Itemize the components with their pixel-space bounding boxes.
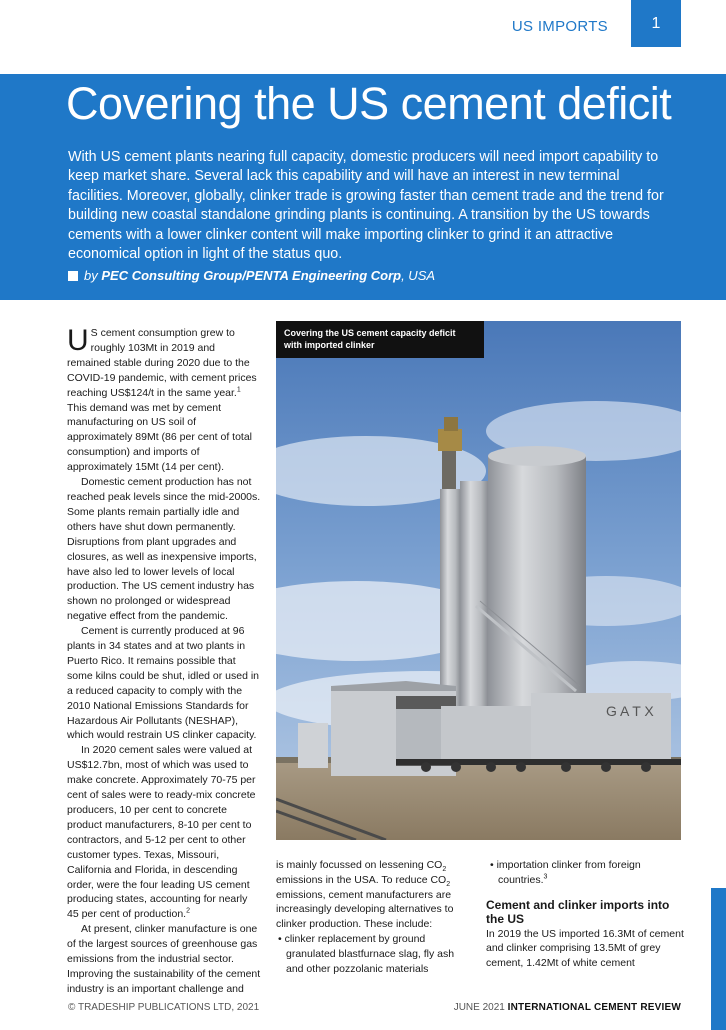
title-banner xyxy=(0,74,726,300)
paragraph-1-text: S cement consumption grew to roughly 103Mt in 2019 and remained stable during 2020 due to the COVID-19 pandemic, with cement prices reaching US$124/t in the same year. xyxy=(67,327,257,399)
paragraph-4 xyxy=(67,743,261,922)
column-2-paragraph xyxy=(276,858,461,932)
col2-sub-2: 2 xyxy=(446,880,451,888)
article-standfirst: With US cement plants nearing full capacity, domestic producers will need import capability to keep market share. Several lack this capability and will have an interest in new terminal facilities. Moreover, globally, clinker trade is growing faster than cement trade and the trend for building new coastal standalone grinding plants is continuing. A transition by the US towards cements with a lower clinker content will make importing clinker to grind it an attractive economical option in light of the status quo. xyxy=(68,149,664,263)
paragraph-5: At present, clinker manufacture is one of the largest sources of greenhouse gas emissions from the industrial sector. Improving the sustainability of the cement industry is an important challenge and xyxy=(67,923,261,995)
paragraph-2: Domestic cement production has not reached peak levels since the mid-2000s. Some plants remain partially idle and others have shut down permanently. Disruptions from plant upgrades and closures, as well as inexpensive imports, have also led to lower levels of local production. The US cement industry has shown no prolonged or widespread negative effect from the pandemic. xyxy=(67,476,261,623)
bullet-item-2-text: • importation clinker from foreign countries. xyxy=(490,859,641,886)
edge-accent-bar xyxy=(711,888,726,1030)
footnote-ref-3: 3 xyxy=(543,873,548,881)
cement-silo-photo xyxy=(276,321,681,840)
footer-journal: INTERNATIONAL CEMENT REVIEW xyxy=(507,1002,681,1013)
bullet-item-1: • clinker replacement by ground granulated blastfurnace slag, fly ash and other pozzolanic materials xyxy=(278,932,455,975)
column-3-paragraph: In 2019 the US imported 16.3Mt of cement and clinker comprising 13.5Mt of grey cement, 1.42Mt of white cement xyxy=(486,927,684,970)
footnote-ref-1: 1 xyxy=(236,386,241,394)
byline-country: , USA xyxy=(401,268,436,283)
col2-sub-1: 2 xyxy=(442,866,447,874)
railcar-marking: G A T X xyxy=(606,703,654,719)
article-title: Covering the US cement deficit xyxy=(66,78,672,129)
paragraph-4-text: In 2020 cement sales were valued at US$12.7bn, most of which was used to make concrete. Approximately 70-75 per cent of sales were to ready-mix concrete producers, 10 per cent to concrete product manufacturers, 8-10 per cent to contractors, and 5-12 per cent to other customer types. Texas, Missouri, California and Florida, in descending order, were the four leading US cement producing states, accounting for nearly 45 per cent of production. xyxy=(67,744,256,921)
subheading: Cement and clinker imports into the US xyxy=(486,897,670,927)
col2-text-2: emissions in the USA. To reduce CO xyxy=(276,873,447,886)
byline xyxy=(68,268,435,283)
col2-text-1: is mainly focussed on lessening CO xyxy=(276,859,443,871)
column-2 xyxy=(276,858,461,976)
bullet-square-icon xyxy=(68,271,78,281)
byline-org: PEC Consulting Group/PENTA Engineering Corp xyxy=(101,268,402,283)
footer-issue-date: JUNE 2021 xyxy=(453,1002,505,1013)
footer-copyright: © TRADESHIP PUBLICATIONS LTD, 2021 xyxy=(68,1002,260,1013)
bullet-item-2 xyxy=(486,858,686,888)
column-1 xyxy=(67,326,261,997)
drop-cap: U xyxy=(67,324,89,357)
paragraph-1 xyxy=(67,326,261,475)
byline-by: by xyxy=(84,268,98,283)
paragraph-1-end: This demand was met by cement manufacturing on US soil of approximately 89Mt (86 per cent of total consumption) and imports of approximately 15Mt (14 per cent). xyxy=(67,401,253,474)
paragraph-3: Cement is currently produced at 96 plants in 34 states and at two plants in Puerto Rico. It remains possible that some kilns could be shut, idled or used in a reduced capacity to comply with the 2010 National Emissions Standards for Hazardous Air Pollutants (NESHAP), which would restrain US clinker capacity. xyxy=(67,625,260,742)
photo-caption: Covering the US cement capacity deficit with imported clinker xyxy=(276,321,484,358)
footer-issue xyxy=(454,1002,681,1013)
section-label: US IMPORTS xyxy=(511,18,608,35)
footnote-ref-2: 2 xyxy=(186,907,190,915)
col2-text-3: emissions, cement manufacturers are increasingly developing alternatives to clinker production. These include: xyxy=(276,888,454,931)
column-3 xyxy=(486,858,686,971)
page-number: 1 xyxy=(631,0,681,47)
